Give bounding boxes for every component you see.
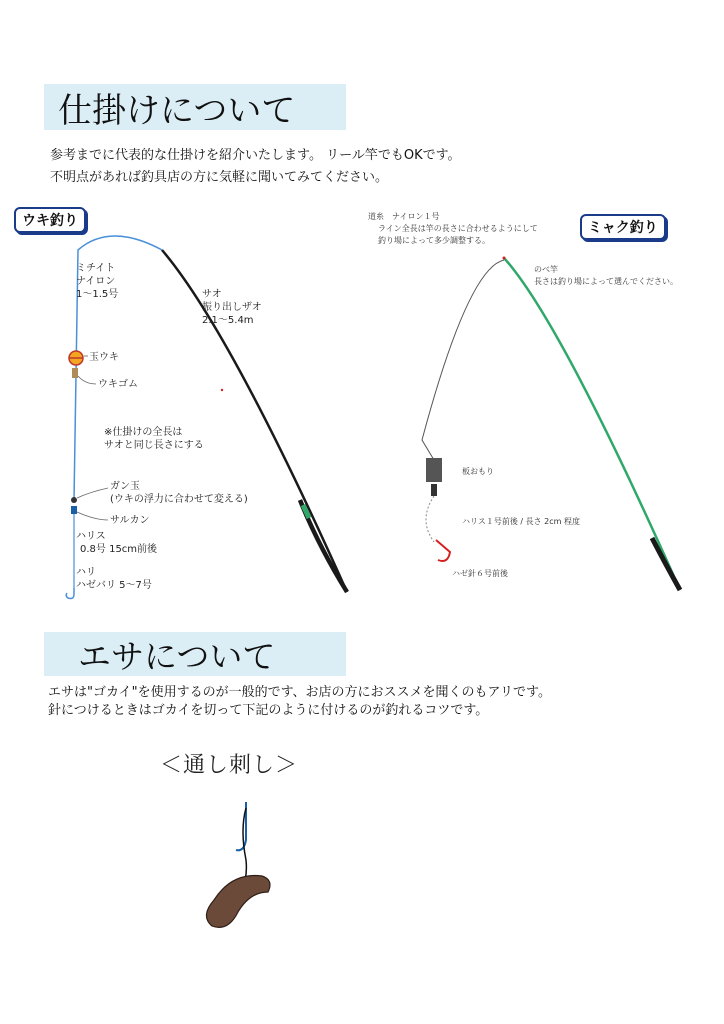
bait-method-title: ＜通し刺し＞: [160, 753, 299, 778]
uki-length-note: ※仕掛けの全長は サオと同じ長さにする: [104, 427, 204, 451]
uki-line-label: ミチイト ナイロン 1〜1.5号: [76, 263, 119, 300]
myaku-sinker-icon: [426, 458, 442, 482]
worm-icon: [206, 876, 270, 928]
myaku-hook-label: ハゼ針６号前後: [452, 569, 508, 578]
intro-paragraph: [50, 145, 461, 189]
bait-paragraph: [48, 684, 551, 720]
uki-swivel-label: サルカン: [110, 515, 150, 526]
bait-line: [240, 808, 246, 892]
myaku-rod: [504, 258, 680, 590]
uki-hook-label: ハリ ハゼバリ 5〜7号: [76, 567, 152, 591]
uki-leader-label: ハリス 0.8号 15cm前後: [76, 531, 158, 555]
heading-text: エサについて: [78, 636, 276, 676]
heading-text: 仕掛けについて: [58, 90, 296, 131]
uki-float-label: 玉ウキ: [89, 352, 119, 363]
bait-line-2: 針につけるときはゴカイを切って下記のように付けるのが釣れるコツです。: [48, 703, 489, 718]
uki-rod-label: サオ 振り出しザオ 2.1〜5.4m: [202, 289, 262, 326]
myaku-sinker-label: 板おもり: [462, 467, 494, 476]
myaku-rig-badge: ミャク釣り: [580, 214, 666, 240]
myaku-rod-label: のべ竿 長さは釣り場によって選んでください。: [534, 265, 678, 286]
myaku-swivel-icon: [431, 484, 437, 496]
uki-shot-label: ガン玉 (ウキの浮力に合わせて変える): [110, 481, 248, 505]
uki-float-icon: [69, 351, 83, 365]
bait-hook-icon: [236, 802, 246, 850]
uki-hook-icon: [66, 588, 74, 599]
myaku-rod-grip: [652, 538, 680, 590]
bait-line-1: エサは"ゴカイ"を使用するのが一般的です、お店の方におススメを聞くのもアリです。: [48, 685, 551, 700]
uki-rubber-icon: [72, 368, 78, 378]
intro-line-2: 不明点があれば釣具店の方に気軽に聞いてみてください。: [50, 170, 389, 185]
section-heading-bait: [44, 632, 346, 676]
uki-shot-icon: [71, 497, 77, 503]
myaku-hook-icon: [436, 540, 450, 561]
section-heading-rigs: [44, 84, 346, 130]
myaku-main-line: [422, 260, 504, 460]
intro-line-1: 参考までに代表的な仕掛けを紹介いたします。 リール竿でもOKです。: [50, 148, 461, 163]
uki-rig-badge: ウキ釣り: [14, 207, 86, 233]
uki-swivel-icon: [71, 506, 77, 514]
uki-rubber-label: ウキゴム: [98, 379, 138, 390]
uki-rod-grip: [300, 500, 347, 592]
myaku-line-label: 道糸 ナイロン１号 ライン全長は竿の長さに合わせるようにして 釣り場によって多少調整する。: [368, 212, 538, 245]
myaku-leader-label: ハリス１号前後 / 長さ 2cm 程度: [462, 517, 580, 526]
myaku-leader-line: [426, 496, 434, 542]
